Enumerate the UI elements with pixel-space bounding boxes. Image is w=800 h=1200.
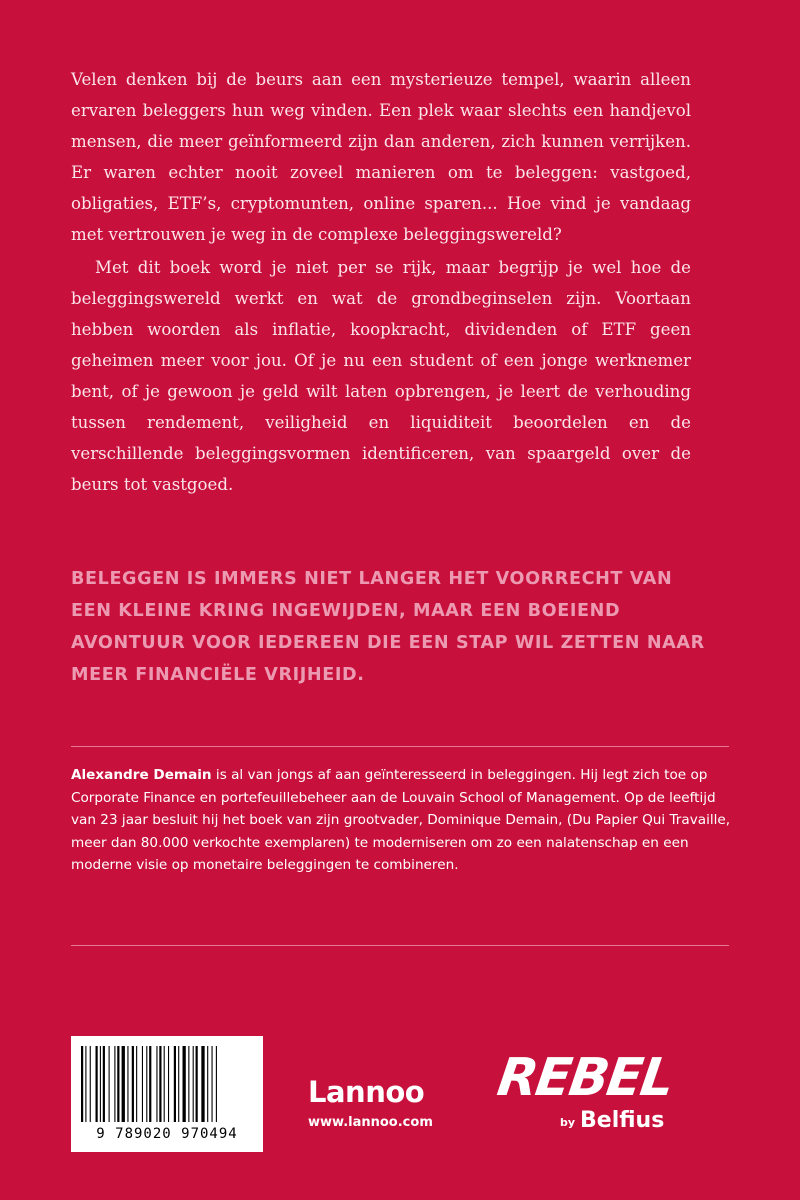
partner-by: by xyxy=(560,1116,576,1129)
blurb-paragraph-1: Velen denken bij de beurs aan een mysterieuze tempel, waarin alleen ervaren beleggers hun weg vinden. Een plek waar slechts een handjevol mensen, die meer geïnformeerd zijn dan anderen, zich kunnen verrijken. Er waren echter nooit zoveel manieren om te beleggen: vastgoed, obligaties, ETF’s, cryptomunten, online sparen... Hoe vind je vandaag met vertrouwen je weg in de complexe beleggingswereld? xyxy=(71,70,691,244)
barcode-bar xyxy=(132,1046,134,1122)
barcode-bar xyxy=(109,1046,110,1122)
publisher-logo xyxy=(308,1075,448,1130)
blurb-paragraph-2: Met dit boek word je niet per se rijk, maar begrijp je wel hoe de beleggingswereld werkt en wat de grondbeginselen zijn. Voortaan hebben woorden als inflatie, koopkracht, dividenden of ETF geen geheimen meer voor jou. Of je nu een student of een jonge werknemer bent, of je gewoon je geld wilt laten opbrengen, je leert de verhouding tussen rendement, veiligheid en liquiditeit beoordelen en de verschillende beleggingsvormen identificeren, van spaargeld over de beurs tot vastgoed. xyxy=(71,258,691,494)
divider-top xyxy=(71,746,729,747)
barcode-bar xyxy=(216,1046,217,1122)
barcode-bar xyxy=(90,1046,91,1122)
author-bio xyxy=(71,764,731,877)
barcode-bar xyxy=(207,1046,208,1122)
rebel-logo-text: REBEL xyxy=(493,1048,677,1108)
barcode-bar xyxy=(142,1046,143,1122)
isbn-number: 9 789020 970494 xyxy=(96,1126,238,1142)
back-cover-blurb xyxy=(71,64,691,500)
barcode-bar xyxy=(183,1046,186,1122)
barcode-bar xyxy=(174,1046,176,1122)
barcode-bar xyxy=(178,1046,179,1122)
author-bio-text: is al van jongs af aan geïnteresseerd in beleggingen. Hij legt zich toe op Corporate Finance en portefeuillebeheer aan de Louvain School of Management. Op de leeftijd van 23 jaar besluit hij het boek van zijn grootvader, Dominique Demain, (Du Papier Qui Travaille, meer dan 80.000 verkochte exemplaren) te moderniseren om zo een nalatenschap en een moderne visie op monetaire beleggingen te combineren. xyxy=(71,767,731,874)
barcode-bar xyxy=(136,1046,137,1122)
barcode-bar xyxy=(168,1046,169,1122)
isbn-barcode xyxy=(71,1036,263,1152)
barcode-bar xyxy=(188,1046,189,1122)
barcode-bar xyxy=(212,1046,213,1122)
pull-quote: BELEGGEN IS IMMERS NIET LANGER HET VOORRECHT VAN EEN KLEINE KRING INGEWIJDEN, MAAR EEN BOEIEND AVONTUUR VOOR IEDEREEN DIE EEN STAP WIL ZETTEN NAAR MEER FINANCIËLE VRIJHEID. xyxy=(71,569,705,685)
barcode-bar xyxy=(159,1046,161,1122)
barcode-bar xyxy=(81,1046,83,1122)
publisher-name: Lannoo xyxy=(308,1075,425,1109)
barcode-bar xyxy=(96,1046,98,1122)
barcode-bar xyxy=(201,1046,204,1122)
publisher-url: www.lannoo.com xyxy=(308,1115,433,1130)
barcode-bar xyxy=(117,1046,119,1122)
barcode-bar xyxy=(164,1046,165,1122)
barcode-bar xyxy=(103,1046,105,1122)
barcode-bar xyxy=(122,1046,125,1122)
barcode-bar xyxy=(149,1046,151,1122)
barcode-bar xyxy=(193,1046,194,1122)
partner-logo xyxy=(493,1048,677,1160)
divider-bottom xyxy=(71,945,729,946)
author-name: Alexandre Demain xyxy=(71,767,212,783)
barcode-bar xyxy=(146,1046,147,1122)
barcode-bar xyxy=(127,1046,128,1122)
barcode-bar xyxy=(85,1046,86,1122)
barcode-bar xyxy=(100,1046,101,1122)
barcode-bar xyxy=(156,1046,157,1122)
barcode-bar xyxy=(114,1046,115,1122)
barcode-bars xyxy=(79,1046,255,1122)
partner-brand: Belfius xyxy=(580,1108,665,1133)
barcode-bar xyxy=(196,1046,198,1122)
